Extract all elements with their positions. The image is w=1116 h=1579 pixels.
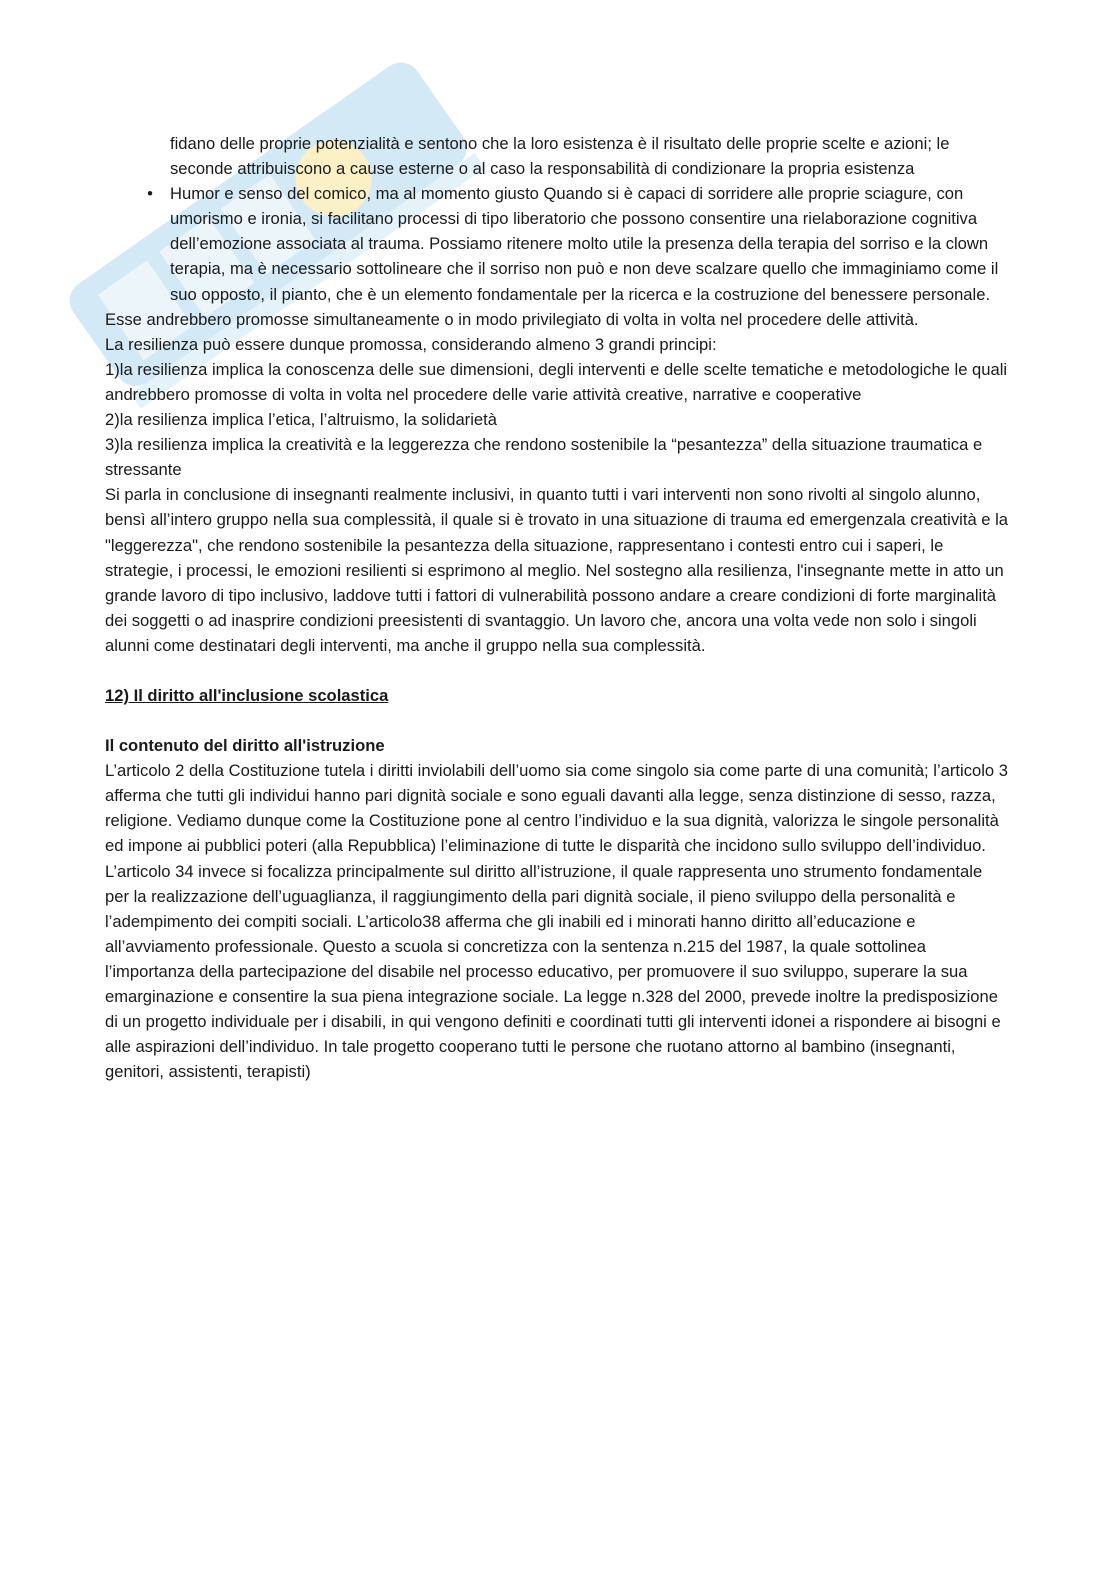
paragraph: Esse andrebbero promosse simultaneamente o in modo privilegiato di volta in volta nel procedere delle attività. (105, 309, 919, 329)
paragraph: 2)la resilienza implica l’etica, l’altruismo, la solidarietà (105, 410, 497, 430)
paragraph: La resilienza può essere dunque promossa, considerando almeno 3 grandi principi: (105, 334, 717, 354)
paragraph: 3)la resilienza implica la creatività e la leggerezza che rendono sostenibile la “pesantezza” della situazione traumatica e stressante (105, 435, 983, 480)
bullet-icon: • (147, 184, 153, 204)
spacer (105, 658, 1010, 683)
paragraph: Si parla in conclusione di insegnanti realmente inclusivi, in quanto tutti i vari interventi non sono rivolti al singolo alunno, bensì all’intero gruppo nella sua complessità, il quale si è trovato in una situazione di trauma ed emergenzala creatività e la "leggerezza", che rendono sostenibile la pesantezza della situazione, rappresentano i contesti entro cui i saperi, le strategie, i processi, le emozioni resilienti si esprimono al meglio. Nel sostegno alla resilienza, l'insegnante mette in atto un grande lavoro di tipo inclusivo, laddove tutti i fattori di vulnerabilità possono andare a creare condizioni di forte marginalità dei soggetti o ad inasprire condizioni preesistenti di svantaggio. Un lavoro che, ancora una volta vede non solo i singoli alunni come destinatari degli interventi, ma anche il gruppo nella sua complessità. (105, 485, 1009, 655)
section-heading: 12) Il diritto all'inclusione scolastica (105, 685, 389, 705)
paragraph: 1)la resilienza implica la conoscenza delle sue dimensioni, degli interventi e delle scelte tematiche e metodologiche le quali andrebbero promosse di volta in volta nel procedere delle varie attività creative, narrative e cooperative (105, 359, 1008, 404)
list-item (105, 181, 1010, 306)
body-paragraph: L’articolo 2 della Costituzione tutela i diritti inviolabili dell’uomo sia come singolo sia come parte di una comunità; l’articolo 3 afferma che tutti gli individui hanno pari dignità sociale e sono eguali davanti alla legge, senza distinzione di sesso, razza, religione. Vediamo dunque come la Costituzione pone al centro l’individuo e la sua dignità, valorizza le singole personalità ed impone ai pubblici poteri (alla Repubblica) l’eliminazione di tutte le disparità che incidono sullo sviluppo dell’individuo. L’articolo 34 invece si focalizza principalmente sul diritto all’istruzione, il quale rappresenta uno strumento fondamentale per la realizzazione dell’uguaglianza, il raggiungimento della pari dignità sociale, il pieno sviluppo della personalità e l’adempimento dei compiti sociali. L’articolo38 afferma che gli inabili ed i minorati hanno diritto all’educazione e all’avviamento professionale. Questo a scuola si concretizza con la sentenza n.215 del 1987, la quale sottolinea l’importanza della partecipazione del disabile nel processo educativo, per promuovere il suo sviluppo, superare la sua emarginazione e consentire la sua piena integrazione sociale. La legge n.328 del 2000, prevede inoltre la predisposizione di un progetto individuale per i disabili, in qui vengono definiti e coordinati tutti gli interventi idonei a rispondere ai bisogni e alle aspirazioni dell’individuo. In tale progetto cooperano tutti le persone che ruotano attorno al bambino (insegnanti, genitori, assistenti, terapisti) (105, 761, 1008, 1082)
spacer (105, 708, 1010, 733)
list-item-text: Humor e senso del comico, ma al momento giusto Quando si è capaci di sorridere alle proprie sciagure, con umorismo e ironia, si facilitano processi di tipo liberatorio che possono consentire una rielaborazione cognitiva dell’emozione associata al trauma. Possiamo ritenere molto utile la presenza della terapia del sorriso e la clown terapia, ma è necessario sottolineare che il sorriso non può e non deve scalzare quello che immaginiamo come il suo opposto, il pianto, che è un elemento fondamentale per la ricerca e la costruzione del benessere personale. (170, 184, 999, 304)
document-page (105, 131, 1010, 1084)
continuation-paragraph: fidano delle proprie potenzialità e sentono che la loro esistenza è il risultato delle proprie scelte e azioni; le seconde attribuiscono a cause esterne o al caso la responsabilità di condizionare la propria esistenza (170, 134, 950, 179)
subheading: Il contenuto del diritto all'istruzione (105, 736, 385, 756)
